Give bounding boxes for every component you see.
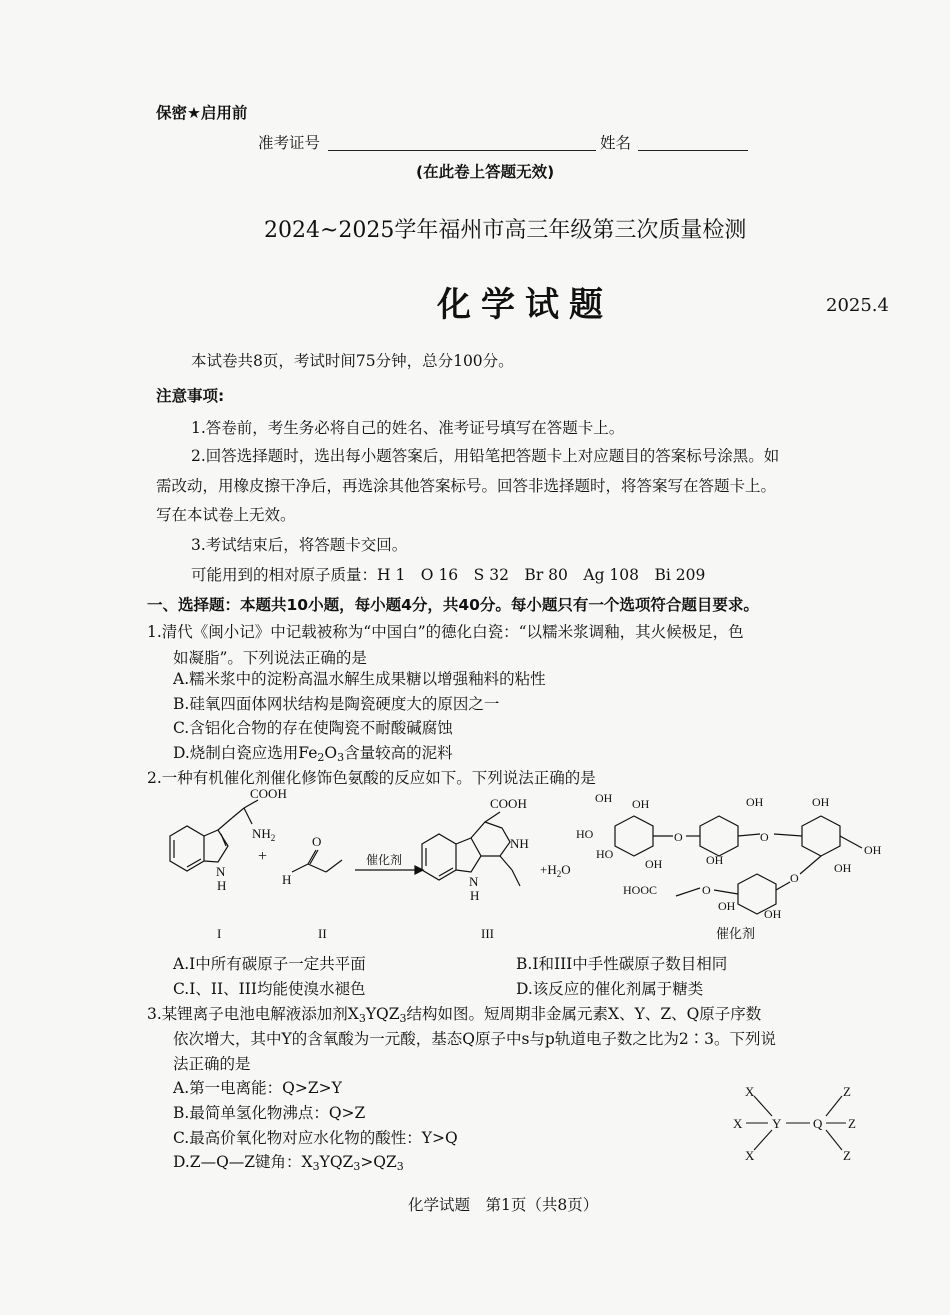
q3-option-b: B.最简单氢化物沸点：Q>Z <box>173 1104 366 1122</box>
svg-text:Z: Z <box>843 1084 851 1099</box>
svg-text:H: H <box>470 888 480 903</box>
q1-option-a: A.糯米浆中的淀粉高温水解生成果糖以增强釉料的粘性 <box>173 670 546 688</box>
q3-structure-diagram <box>728 1080 868 1165</box>
svg-text:N: N <box>469 874 479 889</box>
svg-text:I: I <box>217 926 222 941</box>
svg-text:HO: HO <box>576 827 594 841</box>
svg-text:Z: Z <box>843 1148 851 1163</box>
q2-option-c: C.I、II、III均能使溴水褪色 <box>173 980 366 998</box>
note-2-line2: 需改动，用橡皮擦干净后，再选涂其他答案标号。回答非选择题时，将答案写在答题卡上。 <box>156 477 777 495</box>
svg-text:O: O <box>702 883 711 897</box>
svg-text:NH2: $NH_2$ <box>252 826 276 843</box>
sugar-ring-2 <box>700 816 738 856</box>
q2-stem: 2.一种有机催化剂催化修饰色氨酸的反应如下。下列说法正确的是 <box>147 769 596 787</box>
exam-id-field <box>328 150 596 151</box>
svg-text:OH: OH <box>764 907 782 921</box>
q2-option-b: B.I和III中手性碳原子数目相同 <box>516 955 728 973</box>
svg-text:OH: OH <box>746 795 764 809</box>
svg-text:H: H <box>282 872 292 887</box>
q2-reaction-scheme <box>140 786 920 946</box>
page-footer: 化学试题 第1页（共8页） <box>408 1196 599 1214</box>
svg-text:OH: OH <box>718 899 736 913</box>
svg-text:OH: OH <box>706 853 724 867</box>
svg-text:COOH: COOH <box>250 786 287 801</box>
note-2-line1: 2.回答选择题时，选出每小题答案后，用铅笔把答题卡上对应题目的答案标号涂黑。如 <box>191 447 780 465</box>
invalid-note: (在此卷上答题无效) <box>416 163 555 181</box>
q1-option-c: C.含铝化合物的存在使陶瓷不耐酸碱腐蚀 <box>173 719 453 737</box>
q3-option-c: C.最高价氧化物对应水化物的酸性：Y>Q <box>173 1129 458 1147</box>
svg-text:Z: Z <box>848 1116 856 1131</box>
svg-text:II: II <box>318 926 327 941</box>
svg-text:NH: NH <box>510 836 529 851</box>
confidential-label: 保密★启用前 <box>156 104 248 122</box>
svg-text:O: O <box>312 834 322 849</box>
svg-text:OH: OH <box>812 795 830 809</box>
name-field <box>638 150 748 151</box>
svg-text:Q: Q <box>813 1116 823 1131</box>
svg-text:催化剂: 催化剂 <box>366 853 403 867</box>
indole-benzene-ring-III <box>422 834 456 880</box>
q3-stem-line1: 3.某锂离子电池电解液添加剂$X_3YQZ_3$结构如图。短周期非金属元素X、Y、Z、Q原子序数 <box>147 1005 762 1025</box>
svg-text:O: O <box>674 830 683 844</box>
svg-text:HO: HO <box>596 847 614 861</box>
note-2-line3: 写在本试卷上无效。 <box>156 506 296 524</box>
name-label: 姓名 <box>600 134 632 152</box>
q3-option-d: D.Z—Q—Z键角：$X_3YQZ_3>QZ_3$ <box>173 1153 404 1173</box>
svg-text:O: O <box>760 830 769 844</box>
exam-name: 2024~2025学年福州市高三年级第三次质量检测 <box>264 218 747 243</box>
sugar-ring-1 <box>615 816 653 856</box>
q1-stem-line2: 如凝脂”。下列说法正确的是 <box>173 649 367 667</box>
intro-text: 本试卷共8页，考试时间75分钟，总分100分。 <box>191 352 514 370</box>
atomic-masses: 可能用到的相对原子质量：H 1 O 16 S 32 Br 80 Ag 108 Bi 209 <box>191 566 706 584</box>
svg-text:催化剂: 催化剂 <box>716 926 756 941</box>
svg-text:+: + <box>258 848 268 865</box>
svg-text:III: III <box>481 926 494 941</box>
svg-text:HOOC: HOOC <box>623 883 658 897</box>
svg-text:COOH: COOH <box>490 796 527 811</box>
svg-text:+H2O: $+H_2O$ <box>540 862 571 879</box>
q1-option-b: B.硅氧四面体网状结构是陶瓷硬度大的原因之一 <box>173 695 500 713</box>
q1-option-d: D.烧制白瓷应选用$Fe_2O_3$含量较高的泥料 <box>173 744 453 764</box>
notes-heading: 注意事项: <box>156 387 225 405</box>
subject-title: 化学试题 <box>437 285 613 325</box>
q3-option-a: A.第一电离能：Q>Z>Y <box>173 1079 342 1097</box>
svg-text:X: X <box>745 1084 755 1099</box>
svg-text:OH: OH <box>595 791 613 805</box>
svg-text:X: X <box>733 1116 743 1131</box>
q3-stem-line2: 依次增大，其中Y的含氧酸为一元酸，基态Q原子中s与p轨道电子数之比为2∶3。下列说 <box>173 1030 777 1048</box>
svg-text:N: N <box>216 864 226 879</box>
svg-text:OH: OH <box>632 797 650 811</box>
note-3: 3.考试结束后，将答题卡交回。 <box>191 536 408 554</box>
svg-text:O: O <box>790 871 799 885</box>
exam-id-label: 准考证号 <box>258 134 321 152</box>
q1-stem-line1: 1.清代《闽小记》中记载被称为“中国白”的德化白瓷：“以糯米浆调釉，其火候极足，色 <box>147 623 744 641</box>
svg-text:OH: OH <box>645 857 663 871</box>
svg-text:H: H <box>217 878 227 893</box>
svg-text:OH: OH <box>834 861 852 875</box>
exam-date: 2025.4 <box>826 295 889 316</box>
q2-option-d: D.该反应的催化剂属于糖类 <box>516 980 704 998</box>
indole-benzene-ring-I <box>170 826 204 871</box>
sugar-ring-3 <box>802 816 840 856</box>
svg-text:OH: OH <box>864 843 882 857</box>
svg-text:X: X <box>745 1148 755 1163</box>
section1-heading: 一、选择题：本题共10小题，每小题4分，共40分。每小题只有一个选项符合题目要求。 <box>147 596 759 614</box>
svg-text:Y: Y <box>772 1116 782 1131</box>
q2-option-a: A.I中所有碳原子一定共平面 <box>173 955 366 973</box>
note-1: 1.答卷前，考生务必将自己的姓名、准考证号填写在答题卡上。 <box>191 419 625 437</box>
q3-stem-line3: 法正确的是 <box>173 1055 251 1073</box>
